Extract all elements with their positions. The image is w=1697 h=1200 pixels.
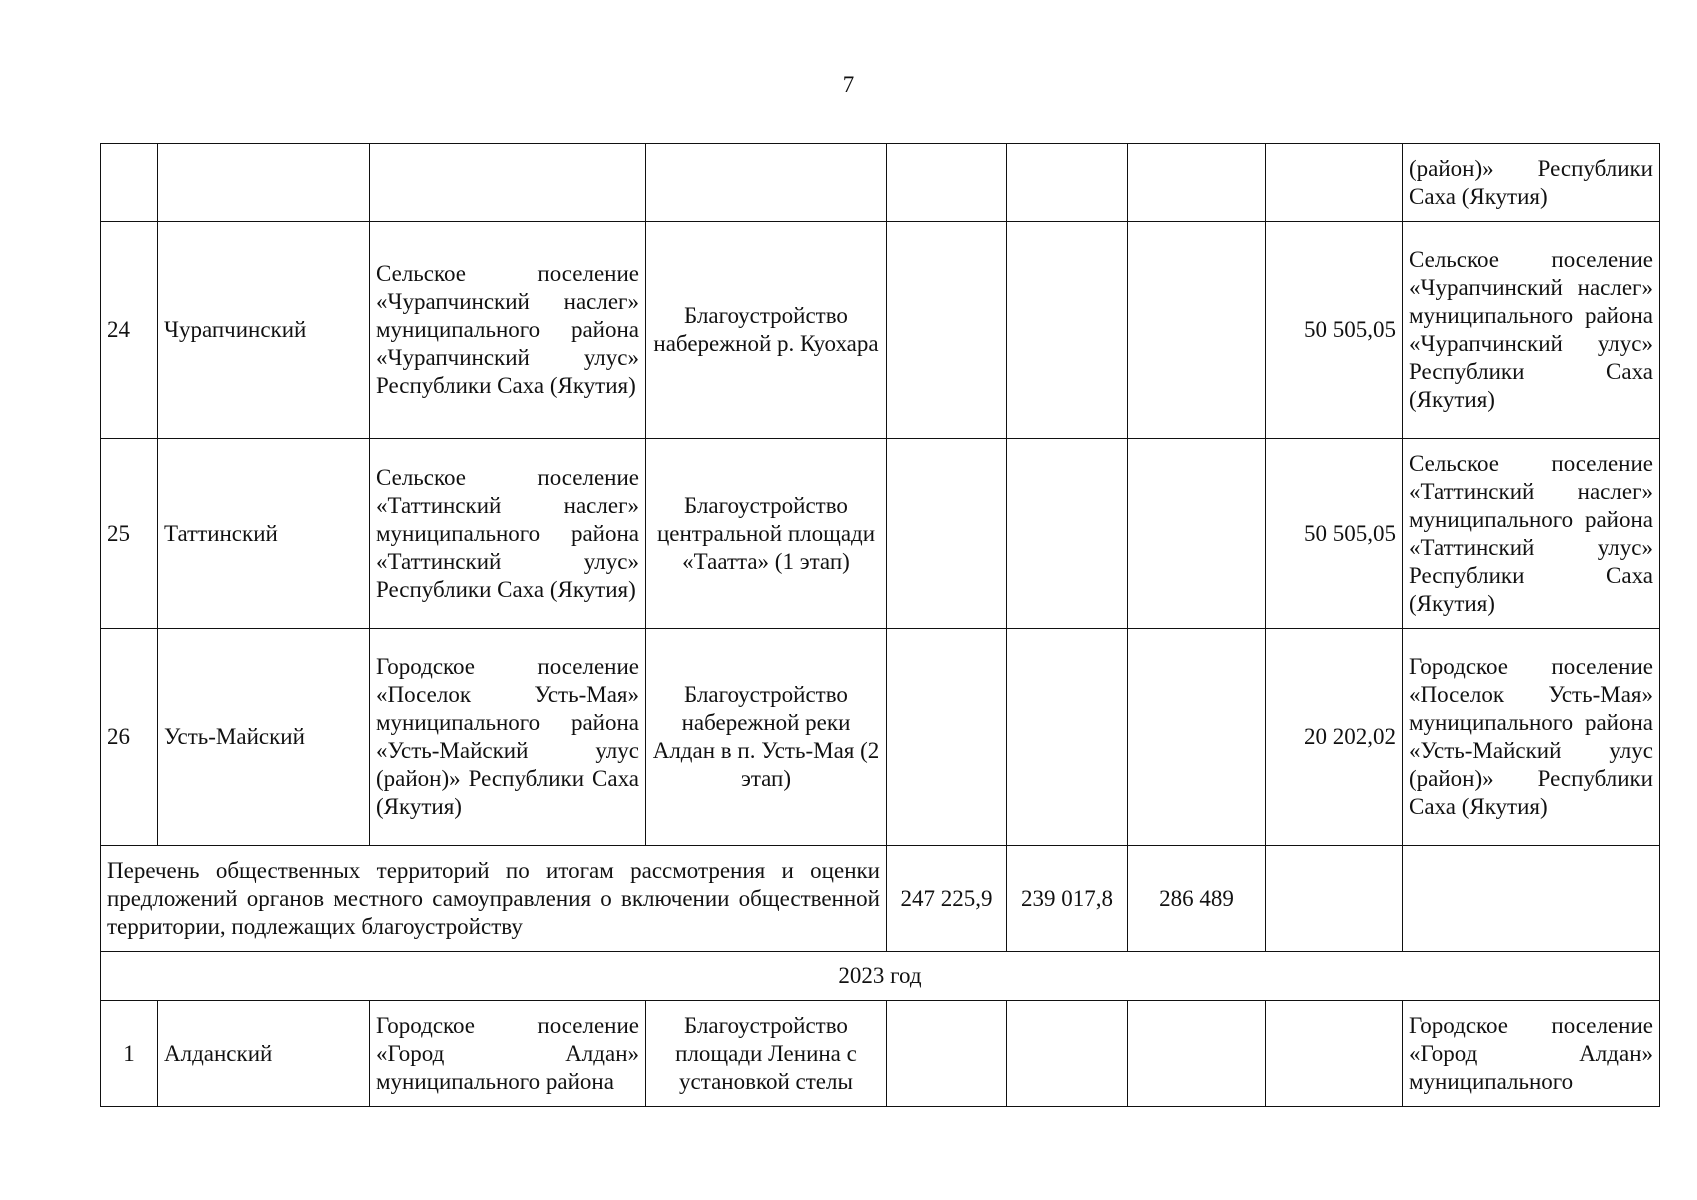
summary-value-1: 247 225,9 — [887, 846, 1007, 952]
summary-row — [101, 846, 1660, 952]
row-number-cell: 24 — [101, 222, 158, 439]
municipality-cell: Городское поселение «Город Алдан» муниципального района — [370, 1001, 646, 1107]
table-row — [101, 144, 1660, 222]
sum-cell: 50 505,05 — [1266, 439, 1403, 629]
sum-cell: 20 202,02 — [1266, 629, 1403, 846]
summary-sum-cell — [1266, 846, 1403, 952]
table-row — [101, 439, 1660, 629]
value-cell-3 — [1128, 439, 1266, 629]
municipality-cell — [370, 144, 646, 222]
year-header: 2023 год — [101, 952, 1660, 1001]
value-cell-3 — [1128, 144, 1266, 222]
district-cell — [158, 144, 370, 222]
value-cell-2 — [1007, 222, 1128, 439]
value-cell-3 — [1128, 222, 1266, 439]
district-cell: Таттинский — [158, 439, 370, 629]
responsible-cell: Сельское поселение «Чурапчинский наслег» муниципального района «Чурапчинский улус» Республики Саха (Якутия) — [1403, 222, 1660, 439]
value-cell-1 — [887, 1001, 1007, 1107]
row-number-cell: 26 — [101, 629, 158, 846]
responsible-cell: (район)» Республики Саха (Якутия) — [1403, 144, 1660, 222]
table-row — [101, 222, 1660, 439]
sum-cell — [1266, 1001, 1403, 1107]
table-row — [101, 1001, 1660, 1107]
sum-cell — [1266, 144, 1403, 222]
district-cell: Чурапчинский — [158, 222, 370, 439]
summary-value-2: 239 017,8 — [1007, 846, 1128, 952]
value-cell-2 — [1007, 439, 1128, 629]
object-cell: Благоустройство площади Ленина с установкой стелы — [646, 1001, 887, 1107]
page-number: 7 — [842, 72, 855, 97]
value-cell-1 — [887, 222, 1007, 439]
value-cell-1 — [887, 439, 1007, 629]
year-header-row — [101, 952, 1660, 1001]
value-cell-2 — [1007, 1001, 1128, 1107]
object-cell: Благоустройство центральной площади «Таатта» (1 этап) — [646, 439, 887, 629]
row-number-cell: 1 — [101, 1001, 158, 1107]
district-cell: Усть-Майский — [158, 629, 370, 846]
summary-responsible-cell — [1403, 846, 1660, 952]
row-number-cell — [101, 144, 158, 222]
summary-value-3: 286 489 — [1128, 846, 1266, 952]
value-cell-1 — [887, 629, 1007, 846]
summary-label: Перечень общественных территорий по итогам рассмотрения и оценки предложений органов местного самоуправления о включении общественной территории, подлежащих благоустройству — [101, 846, 887, 952]
value-cell-1 — [887, 144, 1007, 222]
value-cell-2 — [1007, 629, 1128, 846]
responsible-cell: Городское поселение «Поселок Усть-Мая» муниципального района «Усть-Майский улус (район)» Республики Саха (Якутия) — [1403, 629, 1660, 846]
object-cell: Благоустройство набережной р. Куохара — [646, 222, 887, 439]
municipality-cell: Сельское поселение «Чурапчинский наслег» муниципального района «Чурапчинский улус» Республики Саха (Якутия) — [370, 222, 646, 439]
responsible-cell: Сельское поселение «Таттинский наслег» муниципального района «Таттинский улус» Республики Саха (Якутия) — [1403, 439, 1660, 629]
table-row — [101, 629, 1660, 846]
object-cell: Благоустройство набережной реки Алдан в п. Усть-Мая (2 этап) — [646, 629, 887, 846]
value-cell-3 — [1128, 1001, 1266, 1107]
district-cell: Алданский — [158, 1001, 370, 1107]
municipality-cell: Городское поселение «Поселок Усть-Мая» муниципального района «Усть-Майский улус (район)» Республики Саха (Якутия) — [370, 629, 646, 846]
territories-table — [100, 143, 1660, 1107]
row-number-cell: 25 — [101, 439, 158, 629]
value-cell-2 — [1007, 144, 1128, 222]
sum-cell: 50 505,05 — [1266, 222, 1403, 439]
object-cell — [646, 144, 887, 222]
responsible-cell: Городское поселение «Город Алдан» муниципального — [1403, 1001, 1660, 1107]
municipality-cell: Сельское поселение «Таттинский наслег» муниципального района «Таттинский улус» Республики Саха (Якутия) — [370, 439, 646, 629]
value-cell-3 — [1128, 629, 1266, 846]
